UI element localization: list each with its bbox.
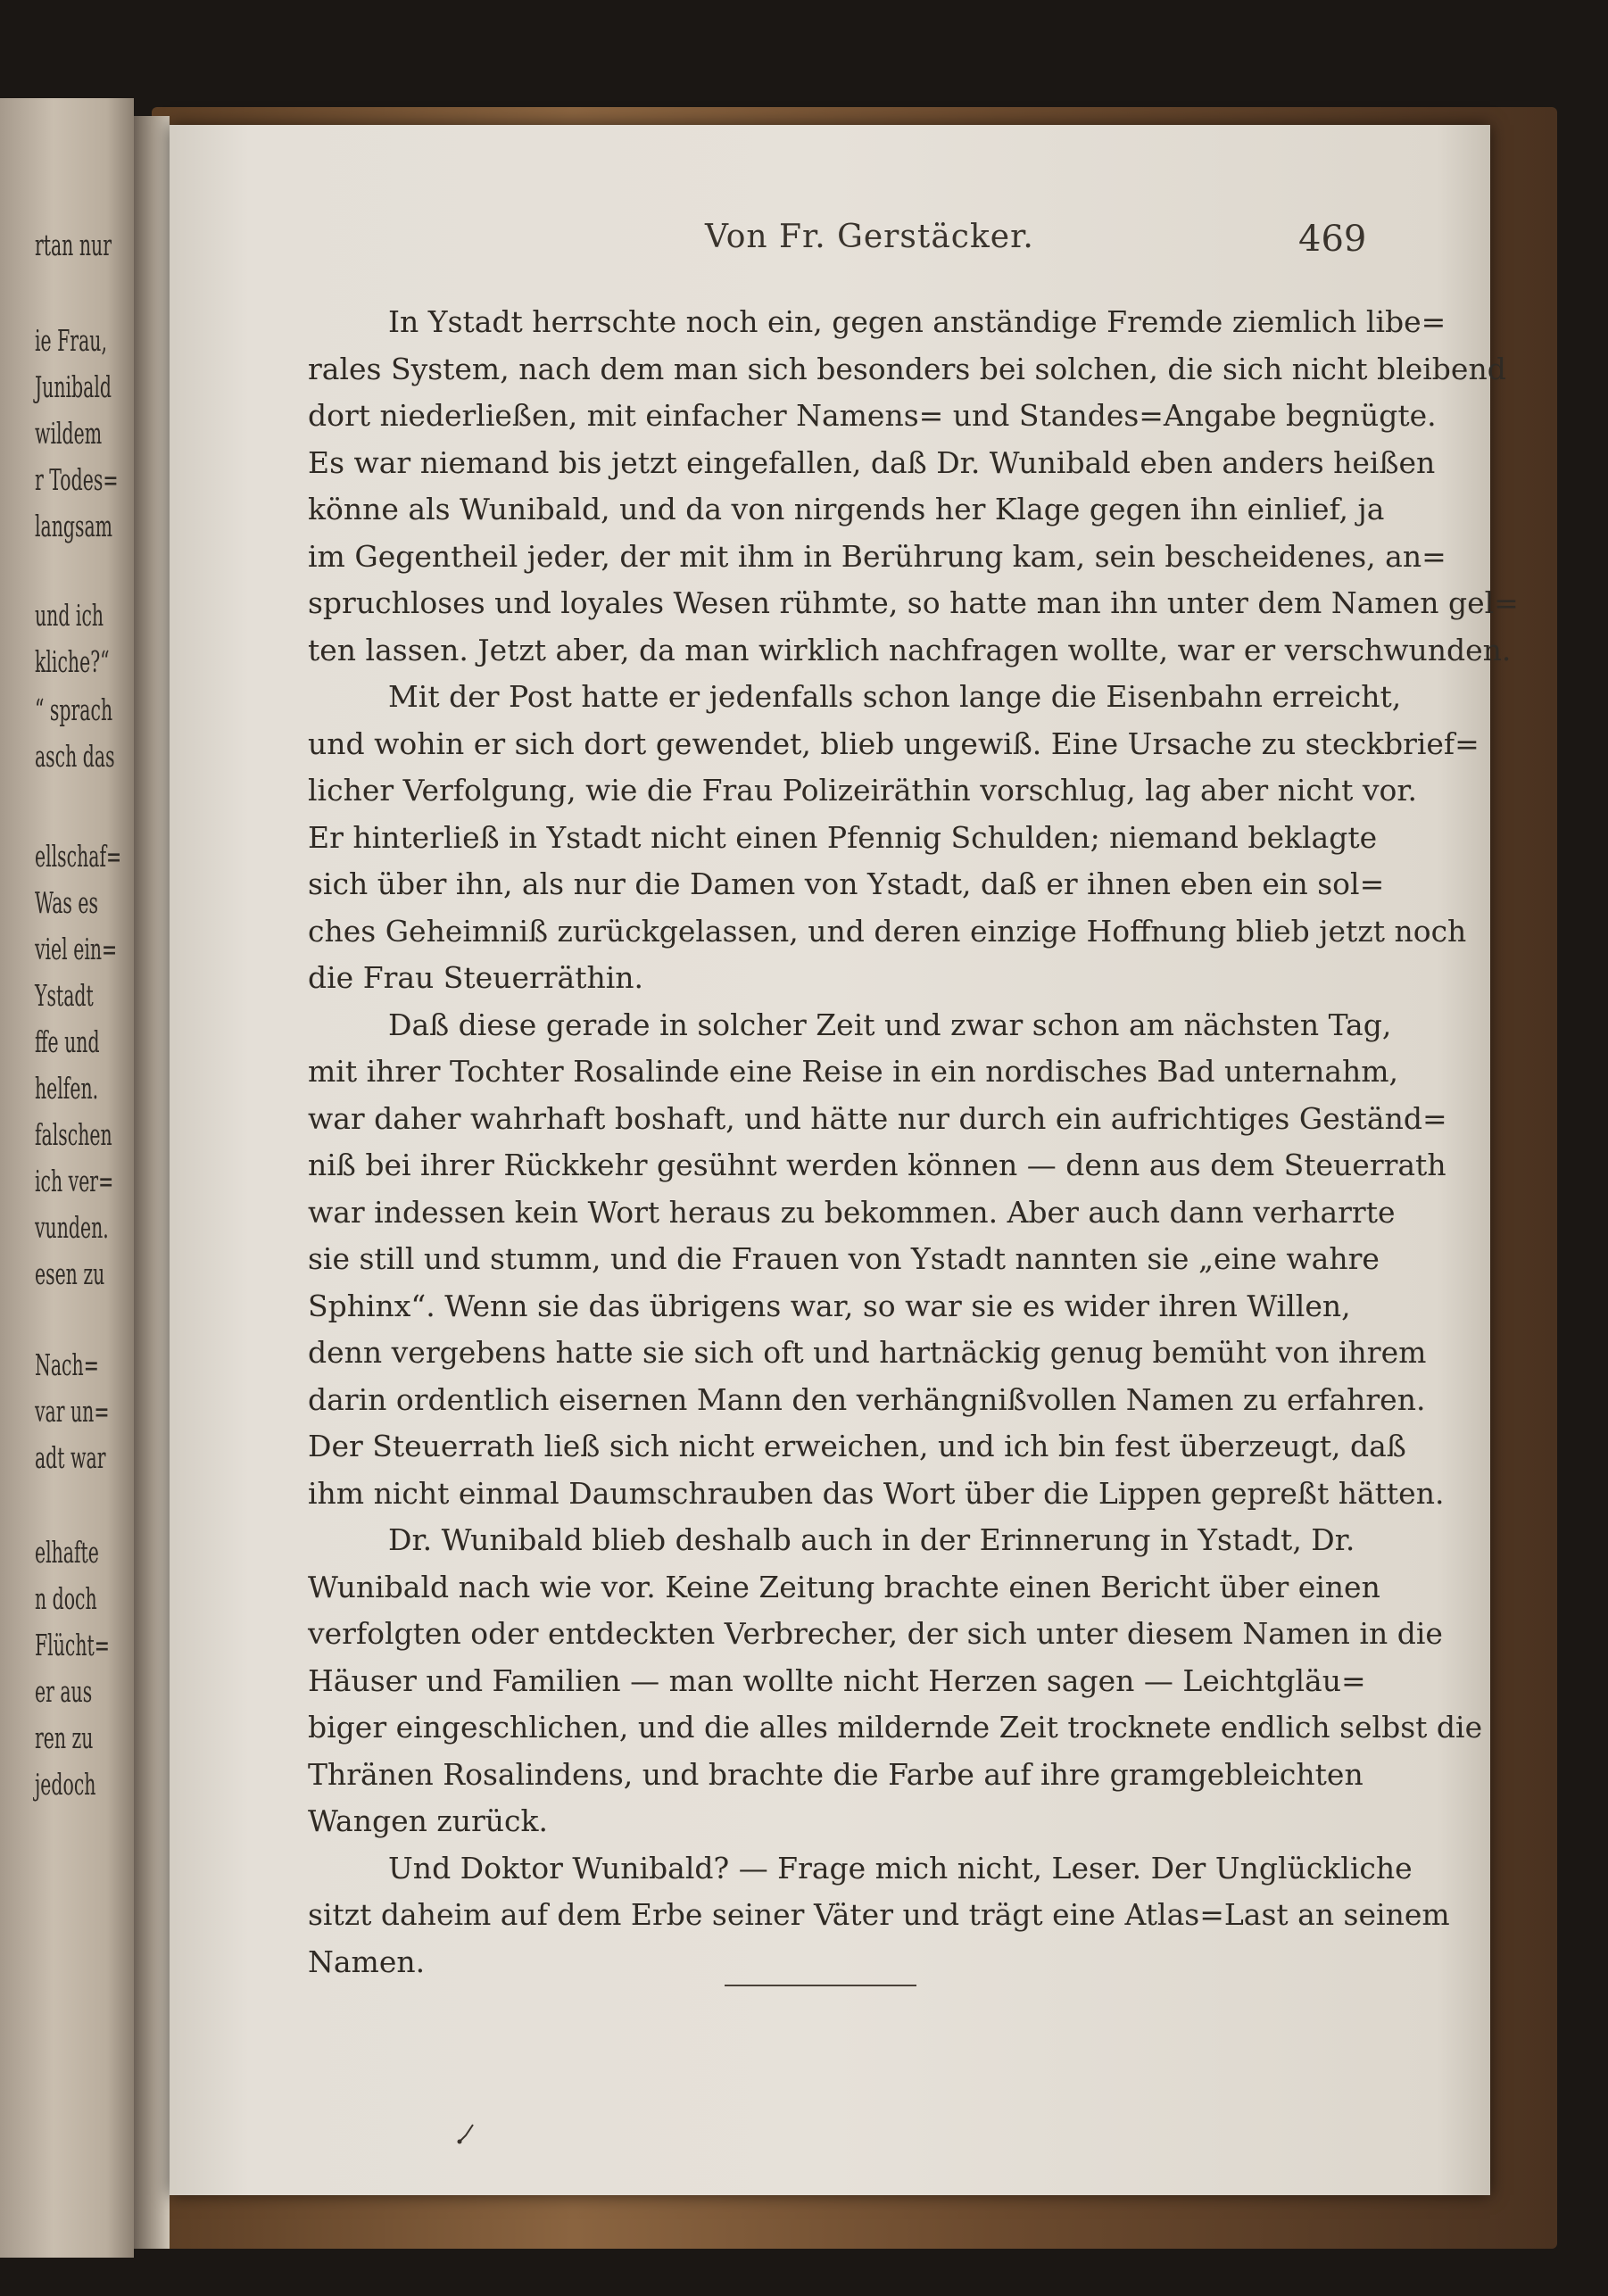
- text-line: denn vergebens hatte sie sich oft und hartnäckig genug bemüht von ihrem: [308, 1335, 1427, 1370]
- left-page-text-fragment: ich ver=: [34, 1164, 114, 1198]
- left-page-text-fragment: langsam: [34, 509, 113, 543]
- left-page-text-fragment: rtan nur: [34, 228, 112, 262]
- text-line: Es war niemand bis jetzt eingefallen, daß Dr. Wunibald eben anders heißen: [308, 444, 1436, 480]
- left-page-text-fragment: Nach=: [34, 1347, 99, 1382]
- left-page-text-fragment: adt war: [34, 1440, 106, 1475]
- left-page-text-fragment: ren zu: [34, 1720, 94, 1755]
- text-line: ches Geheimniß zurückgelassen, und deren einzige Hoffnung blieb jetzt noch: [308, 913, 1467, 949]
- text-line: Namen.: [308, 1944, 426, 1979]
- left-page-text-fragment: und ich: [34, 598, 104, 633]
- text-line: im Gegentheil jeder, der mit ihm in Berührung kam, sein bescheidenes, an=: [308, 538, 1446, 574]
- text-line: war indessen kein Wort heraus zu bekommen. Aber auch dann verharrte: [308, 1194, 1396, 1230]
- text-line: sie still und stumm, und die Frauen von Ystadt nannten sie „eine wahre: [308, 1241, 1380, 1276]
- running-title: Von Fr. Gerstäcker.: [705, 219, 1034, 255]
- text-line: Thränen Rosalindens, und brachte die Farbe auf ihre gramgebleichten: [308, 1756, 1363, 1792]
- left-page-text-fragment: Was es: [34, 885, 99, 920]
- text-line: und wohin er sich dort gewendet, blieb ungewiß. Eine Ursache zu steckbrief=: [308, 725, 1480, 761]
- left-page-text-fragment: Ystadt: [34, 978, 94, 1013]
- text-line: Der Steuerrath ließ sich nicht erweichen, und ich bin fest überzeugt, daß: [308, 1429, 1406, 1463]
- text-line: Und Doktor Wunibald? — Frage mich nicht, Leser. Der Unglückliche: [388, 1850, 1413, 1886]
- text-line: mit ihrer Tochter Rosalinde eine Reise in ein nordisches Bad unternahm,: [308, 1054, 1399, 1089]
- text-line: könne als Wunibald, und da von nirgends her Klage gegen ihn einlief, ja: [308, 492, 1385, 526]
- text-line: licher Verfolgung, wie die Frau Polizeiräthin vorschlug, lag aber nicht vor.: [308, 773, 1418, 808]
- page-body-text: [308, 299, 1519, 1985]
- left-page-text-fragment: asch das: [34, 739, 115, 774]
- left-page-text-fragment: var un=: [34, 1394, 110, 1429]
- left-page-text-fragment: helfen.: [34, 1071, 99, 1106]
- text-line: Mit der Post hatte er jedenfalls schon lange die Eisenbahn erreicht,: [388, 679, 1402, 714]
- left-page-text-fragment: vunden.: [34, 1210, 109, 1245]
- left-page-text-fragment: elhafte: [34, 1535, 99, 1570]
- left-page-text-fragment: ellschaf=: [34, 839, 122, 874]
- left-page-text-fragment: ffe und: [34, 1024, 100, 1059]
- text-line: ihm nicht einmal Daumschrauben das Wort über die Lippen gepreßt hätten.: [308, 1475, 1445, 1511]
- text-line: ten lassen. Jetzt aber, da man wirklich nachfragen wollte, war er verschwunden.: [308, 632, 1512, 667]
- text-line: Wangen zurück.: [308, 1803, 549, 1838]
- text-line: Er hinterließ in Ystadt nicht einen Pfennig Schulden; niemand beklagte: [308, 819, 1378, 855]
- text-line: Sphinx“. Wenn sie das übrigens war, so war sie es wider ihren Willen,: [308, 1288, 1351, 1323]
- text-line: Daß diese gerade in solcher Zeit und zwar schon am nächsten Tag,: [388, 1007, 1392, 1042]
- text-line: Dr. Wunibald blieb deshalb auch in der Erinnerung in Ystadt, Dr.: [388, 1522, 1355, 1557]
- left-page-text-fragment: r Todes=: [34, 462, 119, 497]
- text-line: die Frau Steuerräthin.: [308, 960, 644, 995]
- left-page-text-fragment: esen zu: [34, 1256, 105, 1291]
- text-line: Wunibald nach wie vor. Keine Zeitung brachte einen Bericht über einen: [308, 1569, 1380, 1604]
- text-line: spruchloses und loyales Wesen rühmte, so hatte man ihn unter dem Namen gel=: [308, 585, 1519, 620]
- end-rule: [725, 1985, 916, 1986]
- left-page-text-fragment: ie Frau,: [34, 323, 107, 358]
- left-page: [0, 98, 134, 2258]
- left-page-text-fragment: “ sprach: [34, 692, 113, 727]
- text-line: niß bei ihrer Rückkehr gesühnt werden können — denn aus dem Steuerrath: [308, 1148, 1446, 1182]
- book-gutter: [134, 116, 170, 2249]
- text-line: darin ordentlich eisernen Mann den verhängnißvollen Namen zu erfahren.: [308, 1381, 1426, 1417]
- left-page-text-fragment: viel ein=: [34, 932, 118, 966]
- text-line: sitzt daheim auf dem Erbe seiner Väter und trägt eine Atlas=Last an seinem: [308, 1897, 1450, 1932]
- left-page-text-fragment: falschen: [34, 1117, 112, 1152]
- text-line: dort niederließen, mit einfacher Namens= und Standes=Angabe begnügte.: [308, 398, 1437, 433]
- text-line: biger eingeschlichen, und die alles mildernde Zeit trocknete endlich selbst die: [308, 1710, 1483, 1745]
- left-page-text-fragment: kliche?“: [34, 644, 110, 679]
- text-line: verfolgten oder entdeckten Verbrecher, der sich unter diesem Namen in die: [308, 1616, 1443, 1651]
- left-page-text-fragment: Junibald: [34, 369, 112, 404]
- text-line: sich über ihn, als nur die Damen von Ystadt, daß er ihnen eben ein sol=: [308, 866, 1385, 901]
- left-page-text-fragment: wildem: [34, 416, 103, 451]
- left-page-text-fragment: n doch: [34, 1581, 97, 1616]
- text-line: Häuser und Familien — man wollte nicht Herzen sagen — Leichtgläu=: [308, 1662, 1366, 1698]
- text-line: rales System, nach dem man sich besonders bei solchen, die sich nicht bleibend: [308, 351, 1506, 386]
- left-page-text-fragment: er aus: [34, 1674, 93, 1709]
- text-line: war daher wahrhaft boshaft, und hätte nur durch ein aufrichtiges Geständ=: [308, 1100, 1447, 1136]
- left-page-text-fragment: jedoch: [34, 1767, 96, 1802]
- page-number: 469: [1298, 219, 1367, 260]
- ink-speck-icon: [455, 2119, 482, 2146]
- left-page-text-fragment: Flücht=: [34, 1628, 110, 1662]
- text-line: In Ystadt herrschte noch ein, gegen anständige Fremde ziemlich libe=: [388, 304, 1446, 339]
